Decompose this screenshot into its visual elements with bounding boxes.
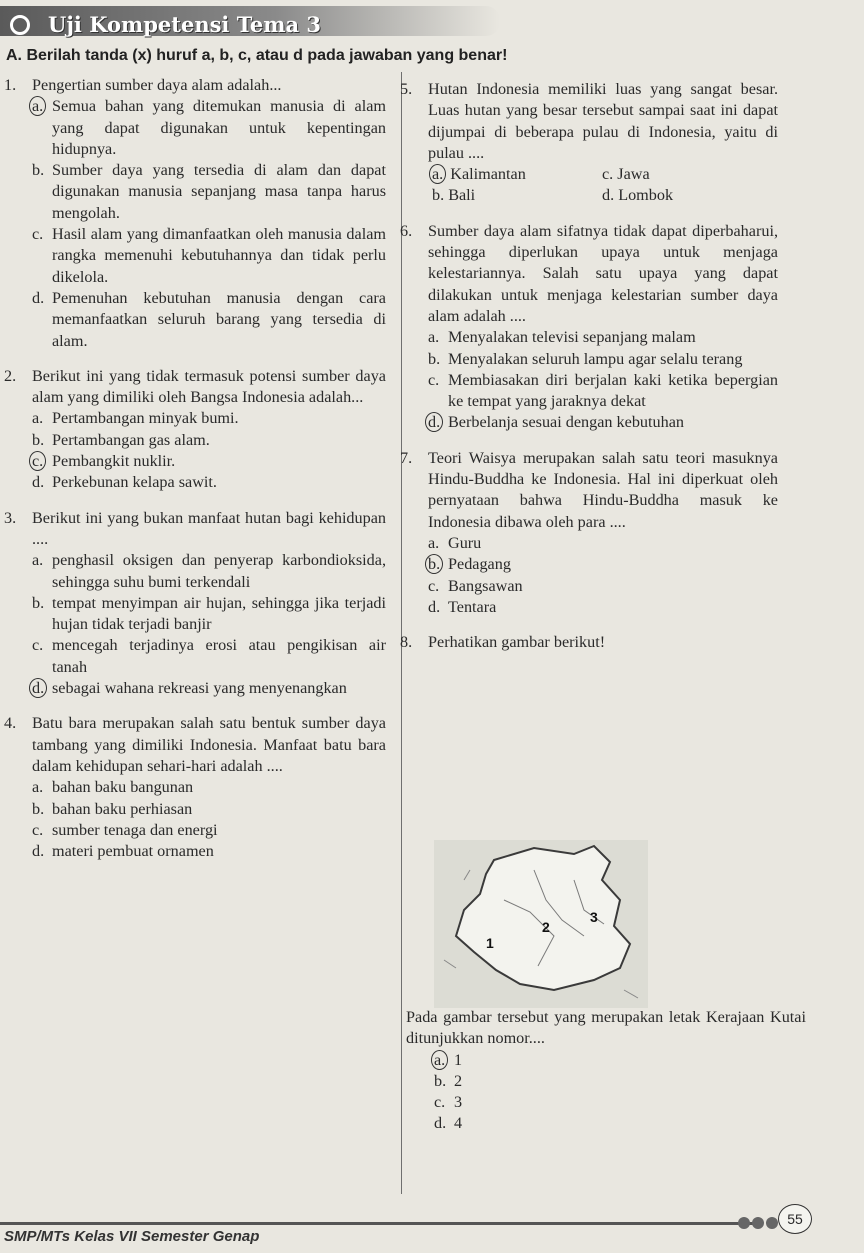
option-a[interactable]: a. 1	[406, 1050, 806, 1071]
option-a[interactable]: a. bahan baku bangunan	[32, 778, 194, 797]
option-c[interactable]: c. 3	[434, 1093, 463, 1112]
footer-rule	[0, 1222, 760, 1225]
question-text: 3. Berikut ini yang bukan manfaat hutan bagi kehidupan ....	[4, 508, 386, 548]
option-a[interactable]: a. Menyalakan televisi sepanjang malam	[428, 328, 696, 347]
option-a[interactable]: a. Kalimantan	[432, 164, 602, 185]
option-b[interactable]: b. bahan baku perhiasan	[32, 799, 193, 818]
question-3	[4, 508, 386, 700]
option-d[interactable]: d. sebagai wahana rekreasi yang menyenangkan	[4, 678, 386, 699]
question-text: 8. Perhatikan gambar berikut!	[400, 633, 606, 652]
map-label-2: 2	[542, 919, 550, 935]
footer-dots-icon	[738, 1216, 780, 1234]
question-text: 2. Berikut ini yang tidak termasuk potensi sumber daya alam yang dimiliki oleh Bangsa Indonesia adalah...	[4, 366, 386, 407]
map-label-1: 1	[486, 935, 494, 951]
option-c[interactable]: c. Pembangkit nuklir.	[4, 451, 386, 472]
page-number: 55	[778, 1204, 812, 1234]
island-map-figure	[434, 840, 648, 1008]
option-d[interactable]: d. Lombok	[602, 186, 674, 205]
question-text: 7. Teori Waisya merupakan salah satu teori masuknya Hindu-Buddha ke Indonesia. Hal ini diperkuat oleh pernyataan bahwa Hindu-Buddha masuk ke Indonesia dibawa oleh para ....	[400, 448, 778, 531]
option-d[interactable]: d. Berbelanja sesuai dengan kebutuhan	[400, 412, 778, 433]
right-column	[400, 79, 778, 653]
option-c[interactable]: c. Membiasakan diri berjalan kaki ketika bepergian ke tempat yang jaraknya dekat	[428, 370, 778, 411]
question-2	[4, 366, 386, 494]
question-text: 4. Batu bara merupakan salah satu bentuk sumber daya tambang yang dimiliki Indonesia. Manfaat batu bara dalam kehidupan sehari-hari adalah ....	[4, 714, 386, 775]
question-8	[400, 632, 778, 653]
footer-book-info: SMP/MTs Kelas VII Semester Genap	[4, 1228, 260, 1245]
option-a[interactable]: a. penghasil oksigen dan penyerap karbondioksida, sehingga suhu bumi terkendali	[32, 551, 386, 591]
option-c[interactable]: c. Hasil alam yang dimanfaatkan oleh manusia dalam rangka memenuhi kebutuhannya dan tidak perlu dikelola.	[32, 225, 386, 286]
option-d[interactable]: d. Perkebunan kelapa sawit.	[32, 473, 217, 492]
question-text: 5. Hutan Indonesia memiliki luas yang sangat besar. Luas hutan yang besar tersebut sampai saat ini dapat dijumpai di beberapa pulau di Indonesia, yaitu di pulau ....	[400, 80, 778, 162]
option-d[interactable]: d. Pemenuhan kebutuhan manusia dengan cara memanfaatkan seluruh barang yang tersedia di alam.	[32, 288, 386, 350]
question-text: 6. Sumber daya alam sifatnya tidak dapat diperbaharui, sehingga diperlukan upaya untuk menjaga kelestariannya. Salah satu upaya yang dapat dilakukan untuk menjaga kelestarian sumber daya alam adalah ....	[400, 221, 778, 325]
option-c[interactable]: c. mencegah terjadinya erosi atau pengikisan air tanah	[32, 636, 386, 676]
option-b[interactable]: b. Bali	[432, 186, 476, 205]
option-c[interactable]: c. Bangsawan	[428, 576, 523, 595]
question-1	[4, 75, 386, 352]
kalimantan-map	[434, 840, 648, 1008]
option-d[interactable]: d. materi pembuat ornamen	[32, 842, 214, 861]
option-b[interactable]: b. Sumber daya yang tersedia di alam dan dapat digunakan manusia sepanjang masa tanpa harus mengolah.	[32, 161, 386, 222]
map-label-3: 3	[590, 909, 598, 925]
option-b[interactable]: b. 2	[434, 1071, 463, 1090]
header-circle-icon	[10, 15, 30, 35]
option-a[interactable]: a. Guru	[428, 533, 482, 552]
question-7	[400, 448, 778, 618]
option-d[interactable]: d. 4	[434, 1114, 463, 1133]
question-8-after-text: Pada gambar tersebut yang merupakan letak Kerajaan Kutai ditunjukkan nomor....	[406, 1008, 806, 1048]
option-b[interactable]: b. tempat menyimpan air hujan, sehingga jika terjadi hujan tidak terjadi banjir	[32, 593, 386, 634]
page-title: Uji Kompetensi Tema 3	[48, 12, 322, 37]
question-8-continued	[406, 1007, 806, 1135]
question-4	[4, 713, 386, 862]
option-b[interactable]: b. Menyalakan seluruh lampu agar selalu terang	[428, 349, 743, 368]
option-c[interactable]: c. sumber tenaga dan energi	[32, 820, 218, 839]
instruction-text: A. Berilah tanda (x) huruf a, b, c, atau d pada jawaban yang benar!	[6, 47, 508, 64]
header-banner	[0, 6, 500, 36]
question-text: 1. Pengertian sumber daya alam adalah...	[4, 76, 282, 94]
left-column	[4, 75, 386, 862]
question-6	[400, 221, 778, 434]
question-5	[400, 79, 778, 207]
option-c[interactable]: c. Jawa	[602, 165, 650, 184]
option-b[interactable]: b. Pertambangan gas alam.	[32, 430, 210, 449]
option-d[interactable]: d. Tentara	[428, 597, 497, 616]
option-a[interactable]: a. Semua bahan yang ditemukan manusia di alam yang dapat digunakan untuk kepentingan hidupnya.	[4, 96, 386, 160]
option-b[interactable]: b. Pedagang	[400, 554, 778, 575]
option-a[interactable]: a. Pertambangan minyak bumi.	[32, 409, 239, 428]
